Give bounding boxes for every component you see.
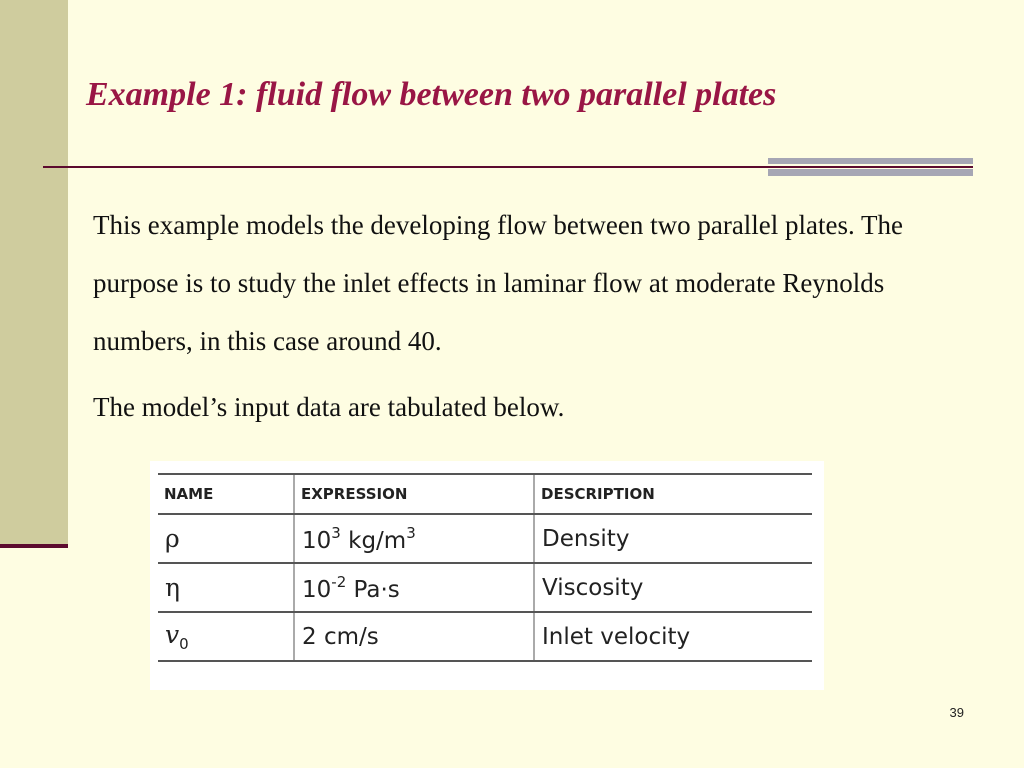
table-row-viscosity [158, 563, 812, 612]
rho-symbol: ρ [165, 524, 180, 553]
header-expression: EXPRESSION [294, 474, 534, 514]
expr-base: 10 [302, 527, 332, 554]
v-symbol: v [165, 620, 180, 649]
slide-body [93, 196, 973, 436]
expr-unit: kg/m [340, 527, 407, 554]
page-number: 39 [949, 705, 964, 720]
body-paragraph-intro: This example models the developing flow between two parallel plates. The purpose is to study the inlet effects in laminar flow at moderate Reynolds numbers, in this case around 40. [93, 210, 904, 356]
cell-expression: 2 cm/s [294, 612, 534, 661]
cell-description: Density [534, 514, 812, 563]
title-accent-bars [768, 158, 973, 178]
cell-description: Viscosity [534, 563, 812, 612]
table-row-density [158, 514, 812, 563]
v-subscript: 0 [179, 635, 189, 653]
slide-title: Example 1: fluid flow between two parallel plates [86, 76, 777, 113]
cell-description: Inlet velocity [534, 612, 812, 661]
sidebar-bottom-rule [0, 544, 68, 548]
accent-bar-top [768, 158, 973, 164]
expr-unit: Pa·s [346, 576, 400, 603]
header-name: NAME [158, 474, 294, 514]
cell-expression [294, 514, 534, 563]
cell-name [158, 514, 294, 563]
left-sidebar-band [0, 0, 68, 545]
header-description: DESCRIPTION [534, 474, 812, 514]
table-row-inlet-velocity [158, 612, 812, 661]
cell-name [158, 563, 294, 612]
cell-name [158, 612, 294, 661]
input-data-table [158, 473, 812, 662]
input-data-table-card [150, 461, 824, 690]
expr-exponent: 3 [331, 523, 341, 542]
expr-unit-exponent: 3 [406, 523, 416, 542]
table-header-row [158, 474, 812, 514]
accent-bar-bottom [768, 169, 973, 176]
cell-expression [294, 563, 534, 612]
expr-exponent: -2 [331, 572, 347, 591]
eta-symbol: η [165, 573, 180, 602]
expr-base: 10 [302, 576, 332, 603]
body-paragraph-table-intro: The model’s input data are tabulated below. [93, 392, 565, 422]
